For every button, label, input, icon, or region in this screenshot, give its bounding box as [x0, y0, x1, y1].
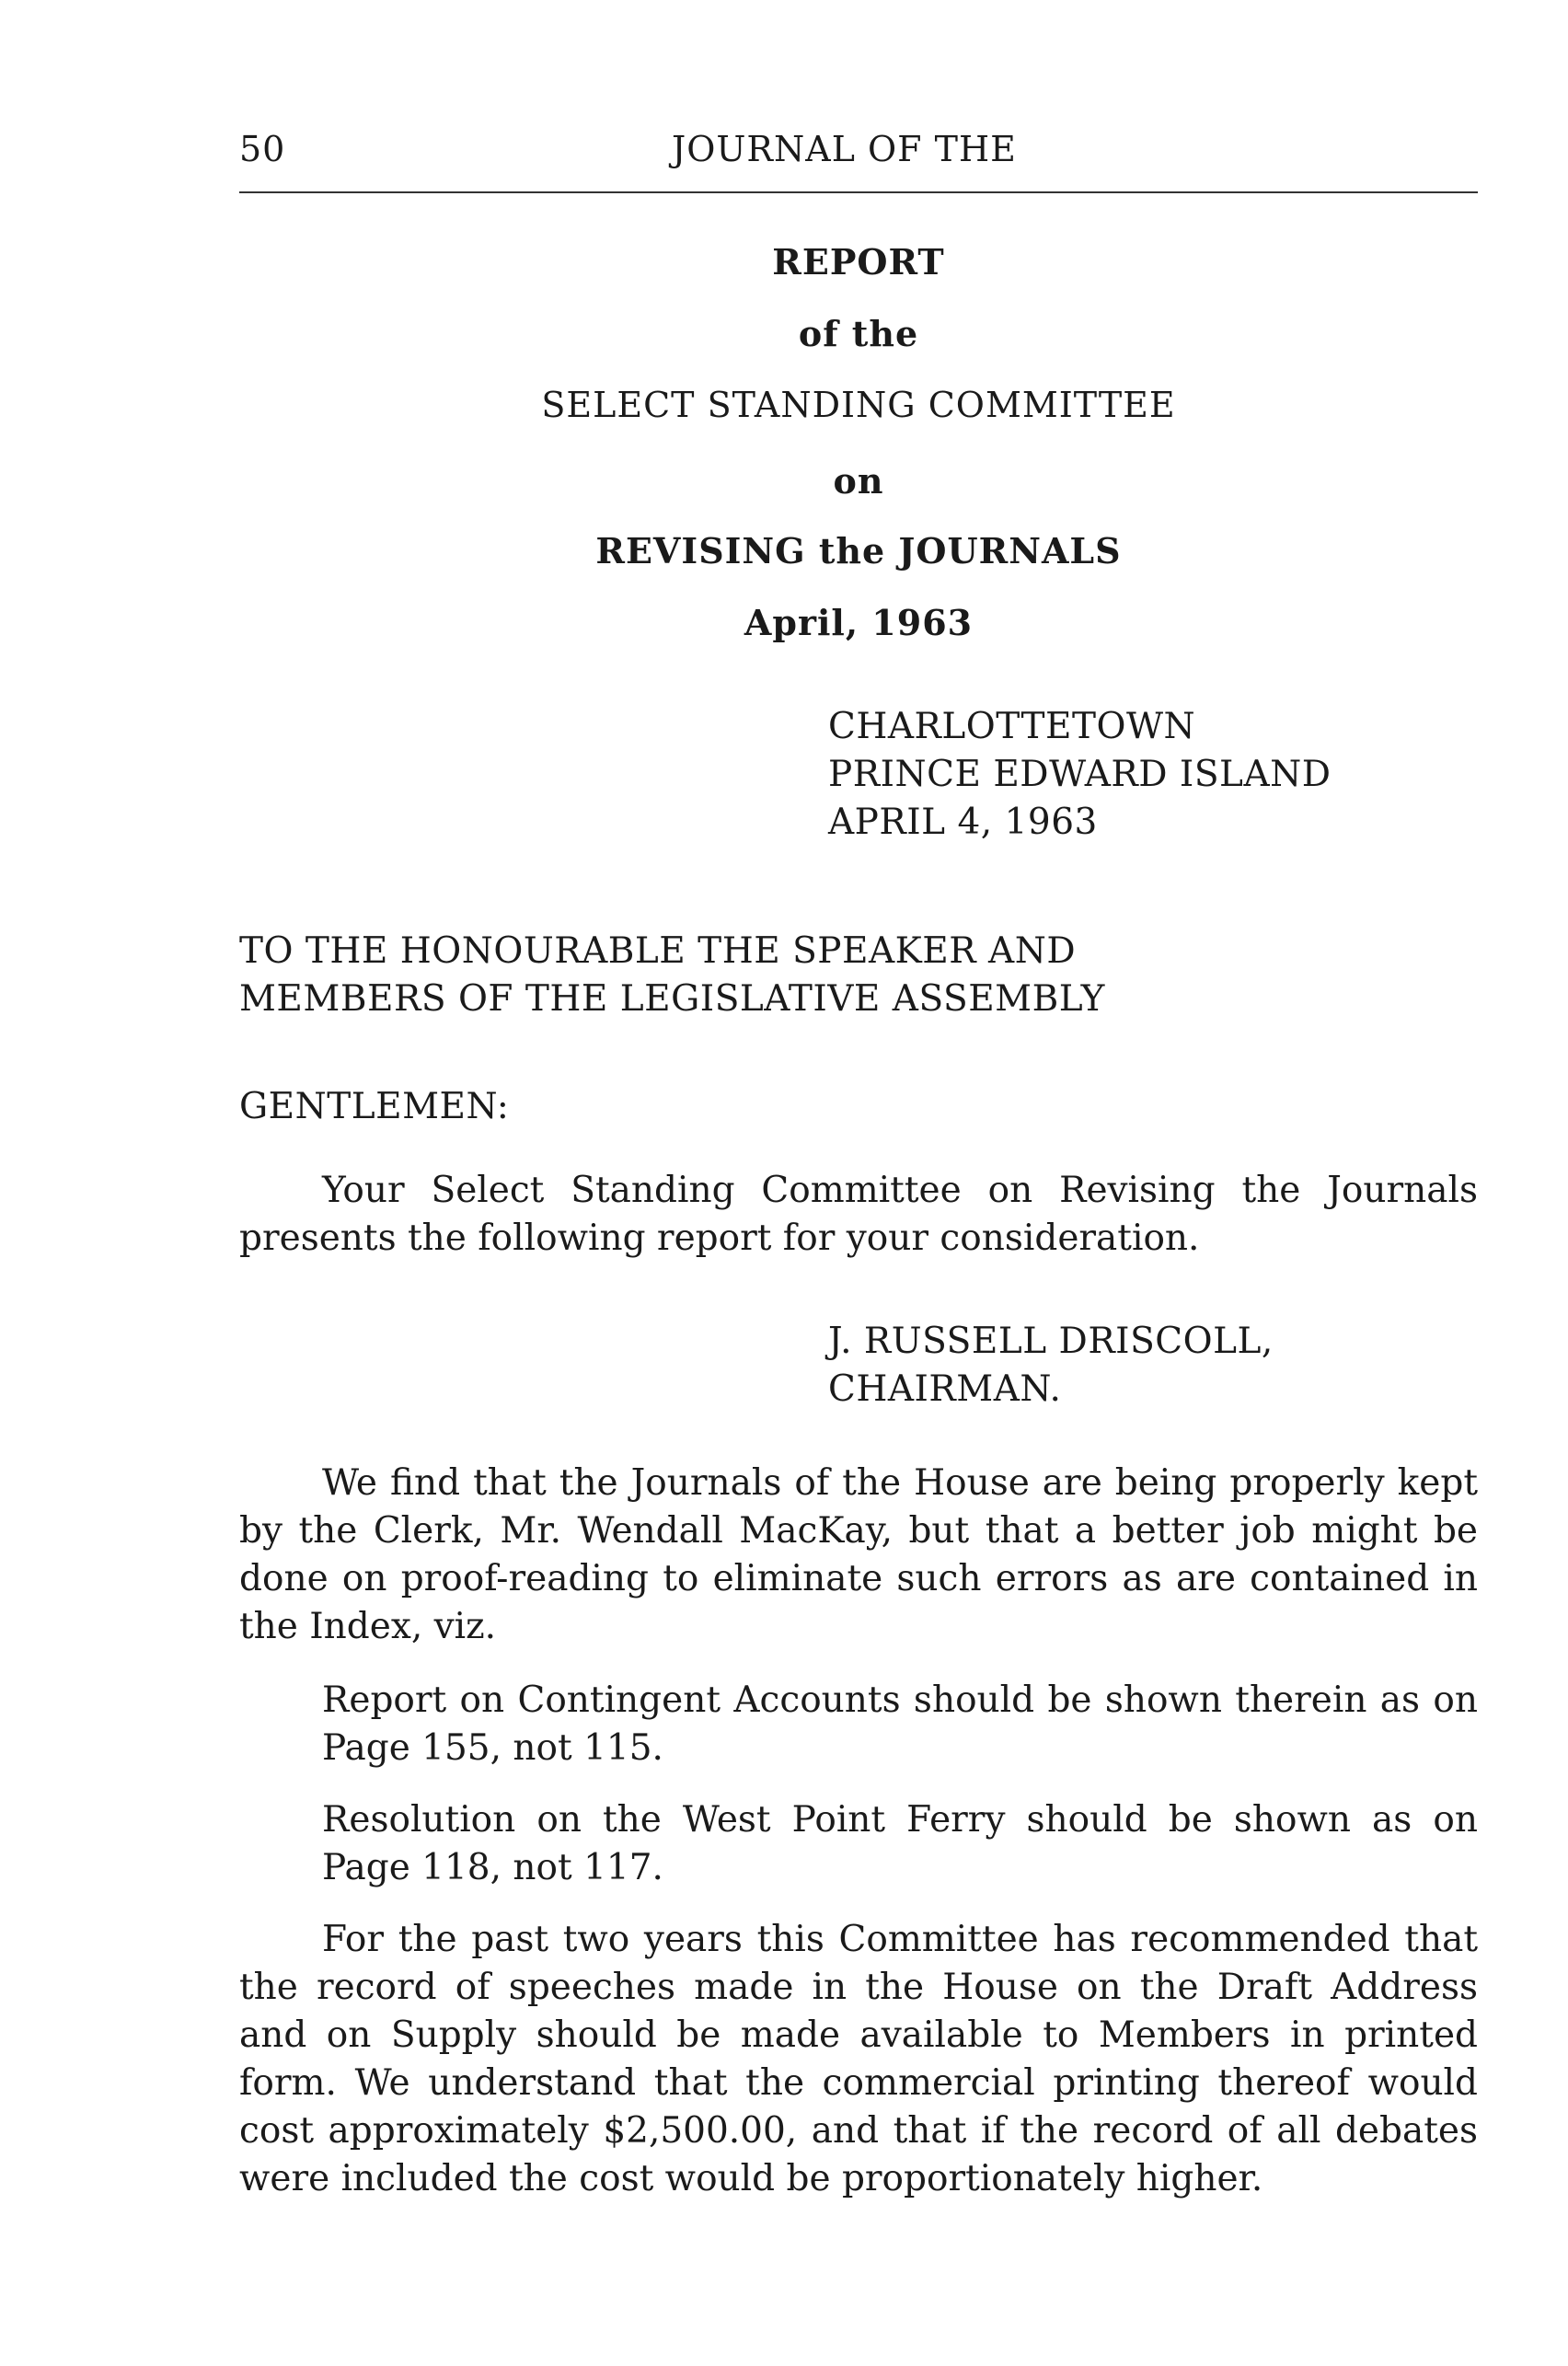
report-subject: REVISING the JOURNALS [595, 530, 1122, 571]
header-rule [239, 191, 1478, 193]
signature-name: J. RUSSELL DRISCOLL, [828, 1321, 1274, 1362]
intro-paragraph: Your Select Standing Committee on Revising the Journals presents the following report for your consideration. [239, 1170, 1478, 1259]
address-block [828, 703, 1332, 847]
report-heading-of-the: of the [798, 313, 919, 354]
report-date: April, 1963 [744, 602, 974, 643]
page-number: 50 [239, 129, 286, 169]
addressee-line-1: TO THE HONOURABLE THE SPEAKER AND [239, 930, 1077, 972]
address-city: CHARLOTTETOWN [828, 706, 1196, 747]
findings-paragraph: We find that the Journals of the House are being properly kept by the Clerk, Mr. Wendall MacKay, but that a better job might be done on proof-reading to eliminate such errors as are contained in the Index, viz. [239, 1462, 1478, 1647]
address-date: APRIL 4, 1963 [828, 802, 1098, 843]
committee-name: SELECT STANDING COMMITTEE [541, 385, 1176, 425]
addressee-block [239, 928, 1105, 1023]
recommendation-paragraph: For the past two years this Committee has recommended that the record of speeches made in the House on the Draft Address and on Supply should be made available to Members in printed form. We understand that the commercial printing thereof would cost approximately $2,500.00, and that if the record of all debates were included the cost would be proportionately higher. [239, 1919, 1478, 2199]
greeting: GENTLEMEN: [239, 1086, 510, 1127]
journal-title: JOURNAL OF THE [672, 129, 1017, 169]
correction-paragraph-2: Resolution on the West Point Ferry should be shown as on Page 118, not 117. [322, 1799, 1478, 1888]
addressee-line-2: MEMBERS OF THE LEGISLATIVE ASSEMBLY [239, 978, 1105, 1020]
correction-paragraph-1: Report on Contingent Accounts should be shown therein as on Page 155, not 115. [322, 1679, 1478, 1769]
journal-page [239, 0, 1478, 2366]
report-heading-on: on [833, 460, 884, 502]
running-head [239, 129, 1478, 184]
signature-title: CHAIRMAN. [828, 1368, 1062, 1410]
report-heading: REPORT [772, 241, 945, 283]
signature-block [828, 1318, 1274, 1414]
address-province: PRINCE EDWARD ISLAND [828, 754, 1332, 795]
